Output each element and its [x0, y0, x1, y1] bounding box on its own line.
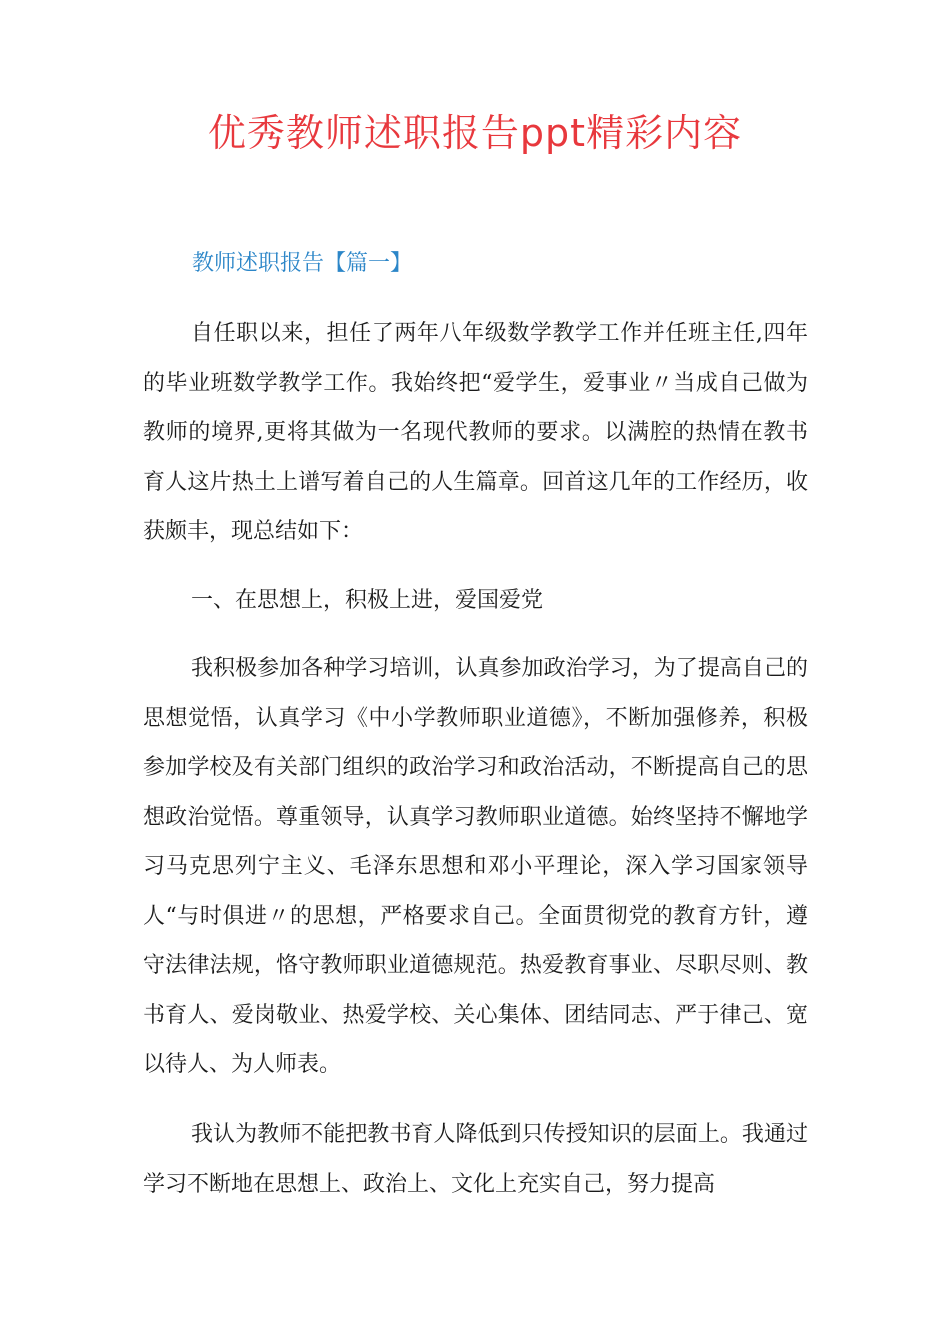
section-heading: 教师述职报告【篇一】	[192, 251, 413, 276]
document-title: 优秀教师述职报告ppt精彩内容	[207, 111, 743, 155]
paragraph-teaching-view: 我认为教师不能把教书育人降低到只传授知识的层面上。我通过学习不断地在思想上、政治上、文化上充实自己，努力提高	[143, 1122, 808, 1197]
paragraph-subheading-1: 一、在思想上，积极上进，爱国爱党	[191, 588, 544, 613]
paragraph-intro: 自任职以来，担任了两年八年级数学教学工作并任班主任,四年的毕业班数学教学工作。我始终把“爱学生，爱事业〃当成自己做为教师的境界,更将其做为一名现代教师的要求。以满腔的热情在教书育人这片热土上谱写着自己的人生篇章。回首这几年的工作经历，收获颇丰，现总结如下：	[143, 321, 808, 544]
paragraph-ideology: 我积极参加各种学习培训，认真参加政治学习，为了提高自己的思想觉悟，认真学习《中小学教师职业道德》，不断加强修养，积极参加学校及有关部门组织的政治学习和政治活动，不断提高自己的思想政治觉悟。尊重领导，认真学习教师职业道德。始终坚持不懈地学习马克思列宁主义、毛泽东思想和邓小平理论，深入学习国家领导人“与时俱进〃的思想，严格要求自己。全面贯彻党的教育方针，遵守法律法规，恪守教师职业道德规范。热爱教育事业、尽职尽则、教书育人、爱岗敬业、热爱学校、关心集体、团结同志、严于律己、宽以待人、为人师表。	[143, 656, 808, 1077]
